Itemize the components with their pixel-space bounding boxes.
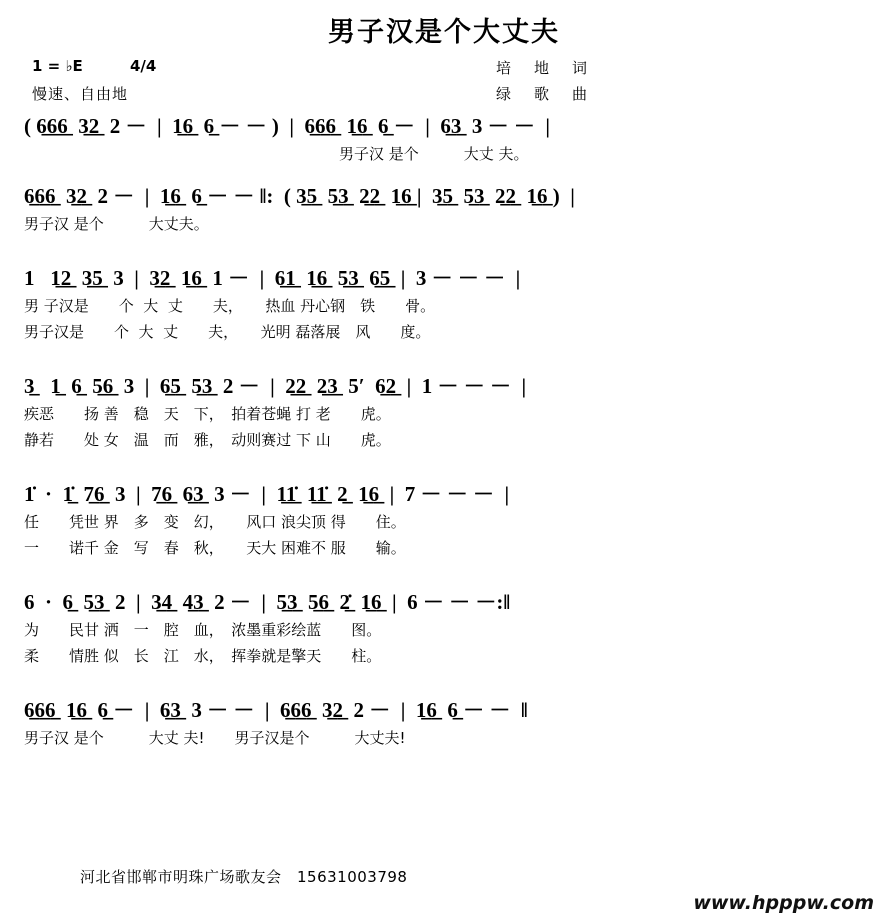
tempo-marking: 慢速、自由地 (32, 85, 129, 103)
score-system-7 (0, 695, 888, 751)
system-spacer (0, 453, 888, 479)
lyric-line: 柔 情胜 似 长 江 水， 挥拳就是擎天 柱。 (24, 647, 382, 665)
lyric-line: 为 民甘 洒 一 腔 血， 浓墨重彩绘蓝 图。 (24, 621, 382, 639)
system-spacer (0, 167, 888, 181)
credit-lyricist: 培 地 词 (496, 59, 592, 77)
notation-line: 3̲ 1̲ 6̲ 5̲6̲ 3 | 6̲5̲ 5̲3̲ 2 － | 2̲2̲ 2̲3̲ 5ʹ 6̲2̲ | 1 － － － | (24, 374, 527, 398)
score-system-3 (0, 263, 888, 345)
system-spacer (0, 237, 888, 263)
notation-line: 6̲6̲6̲ 1̲6̲ 6̲ － | 6̲3̲ 3 － － | 6̲6̲6̲ 3̲2̲ 2 － | 1̲6̲ 6̲ － － ‖ (24, 698, 528, 722)
score-system-5 (0, 479, 888, 561)
score-system-2 (0, 181, 888, 237)
score-system-4 (0, 371, 888, 453)
lyric-line: 男子汉 是个 大丈 夫。 (24, 145, 529, 163)
site-watermark: www.hpppw.com (693, 892, 874, 914)
system-spacer (0, 669, 888, 695)
credit-composer: 绿 歌 曲 (496, 85, 592, 103)
lyric-line: 男 子汉是 个 大 丈 夫， 热血 丹心钢 铁 骨。 (24, 297, 436, 315)
notation-line: 1 1̲2̲ 3̲5̲ 3 | 3̲2̲ 1̲6̲ 1 － | 6̲1̲ 1̲6̲ 5̲3̲ 6̲5̲ | 3 － － － | (24, 266, 521, 290)
time-signature: 4/4 (130, 57, 157, 75)
notation-line: 6̲6̲6̲ 3̲2̲ 2 － | 1̲6̲ 6̲ － － ‖: ( 3̲5̲ 5̲3̲ 2̲2̲ 1̲6̲ | 3̲5̲ 5̲3̲ 2̲2̲ 1̲6̲ ) | (24, 184, 575, 208)
lyric-line: 男子汉是 个 大 丈 夫， 光明 磊落展 风 度。 (24, 323, 431, 341)
system-spacer (0, 561, 888, 587)
score-metadata (0, 55, 888, 111)
notation-line: 6 · 6̲ 5̲3̲ 2 | 3̲4̲ 4̲3̲ 2 － | 5̲3̲ 5̲6̲ 2̲̇ 1̲6̲ | 6 － － －:‖ (24, 590, 511, 614)
notation-line: 1̇ · 1̲̇ 7̲6̲ 3 | 7̲6̲ 6̲3̲ 3 － | 1̲1̲̇ 1̲1̲̇ 2̲ 1̲6̲ | 7 － － － | (24, 482, 510, 506)
system-spacer (0, 345, 888, 371)
lyric-line: 男子汉 是个 大丈 夫! 男子汉是个 大丈夫! (24, 729, 406, 747)
lyric-line: 静若 处 女 温 而 雅， 动则赛过 下 山 虎。 (24, 431, 391, 449)
lyric-line: 任 凭世 界 多 变 幻， 风口 浪尖顶 得 住。 (24, 513, 406, 531)
footer-credit: 河北省邯郸市明珠广场歌友会 15631003798 (80, 868, 408, 886)
lyric-line: 男子汉 是个 大丈夫。 (24, 215, 209, 233)
score-system-6 (0, 587, 888, 669)
lyric-line: 一 诺千 金 写 春 秋， 天大 困难不 服 输。 (24, 539, 406, 557)
score-system-1 (0, 111, 888, 167)
page-title: 男子汉是个大丈夫 (328, 17, 560, 48)
notation-line: ( 6̲6̲6̲ 3̲2̲ 2 － | 1̲6̲ 6̲ － － ) | 6̲6̲6̲ 1̲6̲ 6̲ － | 6̲3̲ 3 － － | (24, 114, 550, 138)
lyric-line: 疾恶 扬 善 稳 天 下， 拍着苍蝇 打 老 虎。 (24, 405, 391, 423)
key-signature: 1 = ♭E (32, 57, 83, 75)
